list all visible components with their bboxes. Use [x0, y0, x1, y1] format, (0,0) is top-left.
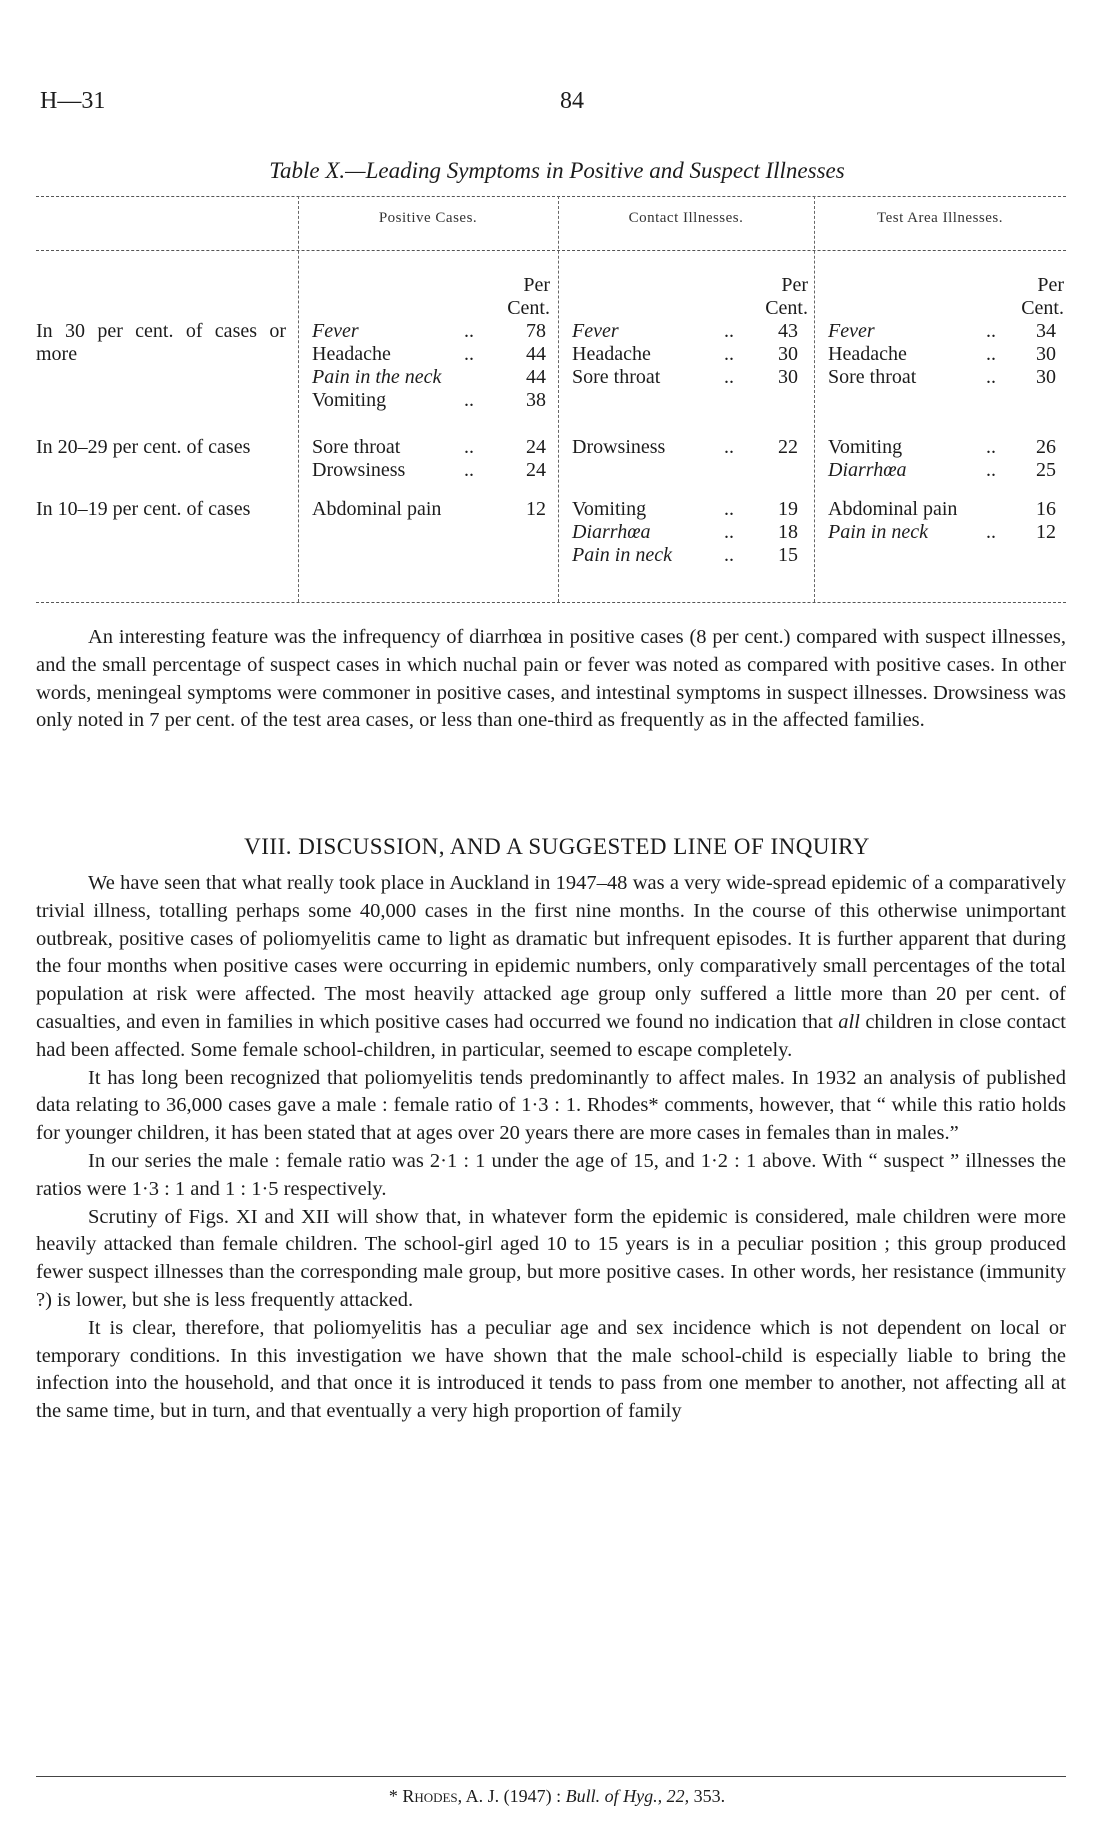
column-divider	[814, 196, 815, 602]
contact-cell	[572, 436, 808, 459]
symptom-entry: Fever .. 34	[828, 320, 1056, 342]
symptom-entry: Sore throat .. 24	[312, 436, 546, 458]
symptom-entry: Vomiting .. 38	[312, 389, 546, 411]
column-header-test-area: Test Area Illnesses.	[876, 210, 1003, 226]
document-reference: H—31	[40, 88, 106, 114]
column-header-positive: Positive Cases.	[378, 210, 478, 226]
test-area-cell	[828, 436, 1064, 482]
table-top-rule	[36, 196, 1066, 197]
symptom-entry: Abdominal pain 12	[312, 498, 546, 520]
footnote: * Rhodes, A. J. (1947) : Bull. of Hyg., 22, 353.	[388, 1786, 726, 1806]
paragraph: Scrutiny of Figs. XI and XII will show that, in whatever form the epidemic is considered, male children were more heavily attacked than female children. The school-girl aged 10 to 15 years is in a peculiar position ; this group produced fewer suspect illnesses than the corresponding male group, but more positive cases. In other words, her resistance (immunity ?) is lower, but she is less frequently attacked.	[36, 1205, 1066, 1311]
symptom-entry: Headache .. 30	[828, 343, 1056, 365]
percent-header-contact: Per Cent.	[765, 274, 808, 319]
positive-cell	[312, 498, 552, 521]
symptom-entry: Pain in neck .. 12	[828, 521, 1056, 543]
percent-header-test-area: Per Cent.	[1021, 274, 1064, 319]
column-header-contact: Contact Illnesses.	[628, 210, 744, 226]
symptom-entry: Diarrhœa .. 25	[828, 459, 1056, 481]
column-divider	[298, 196, 299, 602]
intro-paragraph: An interesting feature was the infrequency of diarrhœa in positive cases (8 per cent.) compared with suspect illnesses, and the small percentage of suspect cases in which nuchal pain or fever was noted as compared with positive cases. In other words, meningeal symptoms were commoner in positive cases, and intestinal symptoms in suspect illnesses. Drowsiness was only noted in 7 per cent. of the test area cases, or less than one-third as frequently as in the affected families.	[36, 626, 1066, 732]
paragraph: We have seen that what really took place in Auckland in 1947–48 was a very wide-spread epidemic of a comparatively trivial illness, totalling perhaps some 40,000 cases in the first nine months. In the course of this otherwise unimportant outbreak, positive cases of poliomyelitis came to light as dramatic but infrequent episodes. It is further apparent that during the four months when positive cases were occurring in epidemic numbers, only comparatively small percentages of the total population at risk were affected. The most heavily attacked age group only suffered a little more than 20 per cent. of casualties, and even in families in which positive cases had occurred we found no indication that all children in close contact had been affected. Some female school-children, in particular, seemed to escape completely.	[36, 872, 1066, 1061]
table-header-rule	[36, 250, 1066, 251]
page-number: 84	[560, 88, 584, 114]
symptom-entry: Fever .. 78	[312, 320, 546, 342]
symptoms-table	[36, 196, 1066, 604]
contact-cell	[572, 498, 808, 567]
test-area-cell	[828, 498, 1064, 544]
row-label: In 10–19 per cent. of cases	[36, 498, 251, 520]
symptom-entry: Drowsiness .. 22	[572, 436, 798, 458]
column-divider	[558, 196, 559, 602]
positive-cell	[312, 320, 552, 412]
positive-cell	[312, 436, 552, 482]
discussion-body	[36, 870, 1066, 1426]
symptom-entry: Vomiting .. 19	[572, 498, 798, 520]
symptom-entry: Sore throat .. 30	[572, 366, 798, 388]
symptom-entry: Sore throat .. 30	[828, 366, 1056, 388]
symptom-entry: Headache .. 30	[572, 343, 798, 365]
symptom-entry: Drowsiness .. 24	[312, 459, 546, 481]
row-label: In 20–29 per cent. of cases	[36, 436, 251, 458]
contact-cell	[572, 320, 808, 389]
test-area-cell	[828, 320, 1064, 389]
row-label: In 30 per cent. of cases or more	[36, 320, 286, 365]
table-title: Table X.—Leading Symptoms in Positive and Suspect Illnesses	[269, 158, 845, 183]
table-bottom-rule	[36, 602, 1066, 603]
symptom-entry: Headache .. 44	[312, 343, 546, 365]
paragraph: It is clear, therefore, that poliomyelitis has a peculiar age and sex incidence which is not dependent on local or temporary conditions. In this investigation we have shown that the male school-child is especially liable to bring the infection into the household, and that once it is introduced it tends to pass from one member to another, not affecting all at the same time, but in turn, and that eventually a very high proportion of family	[36, 1316, 1066, 1423]
percent-header-positive: Per Cent.	[507, 274, 550, 319]
footnote-rule	[36, 1776, 1066, 1777]
running-header	[40, 88, 1054, 124]
symptom-entry: Diarrhœa .. 18	[572, 521, 798, 543]
symptom-entry: Vomiting .. 26	[828, 436, 1056, 458]
symptom-entry: Abdominal pain 16	[828, 498, 1056, 520]
symptom-entry: Pain in the neck 44	[312, 366, 546, 388]
paragraph: In our series the male : female ratio was 2·1 : 1 under the age of 15, and 1·2 : 1 above. With “ suspect ” illnesses the ratios were 1·3 : 1 and 1 : 1·5 respectively.	[36, 1149, 1066, 1200]
symptom-entry: Fever .. 43	[572, 320, 798, 342]
symptom-entry: Pain in neck .. 15	[572, 544, 798, 566]
paragraph: It has long been recognized that poliomyelitis tends predominantly to affect males. In 1932 an analysis of published data relating to 36,000 cases gave a male : female ratio of 1·3 : 1. Rhodes* comments, however, that “ while this ratio holds for younger children, it has been stated that at ages over 20 years there are more cases in females than in males.”	[36, 1066, 1066, 1145]
section-heading: VIII. DISCUSSION, AND A SUGGESTED LINE OF INQUIRY	[244, 834, 870, 859]
